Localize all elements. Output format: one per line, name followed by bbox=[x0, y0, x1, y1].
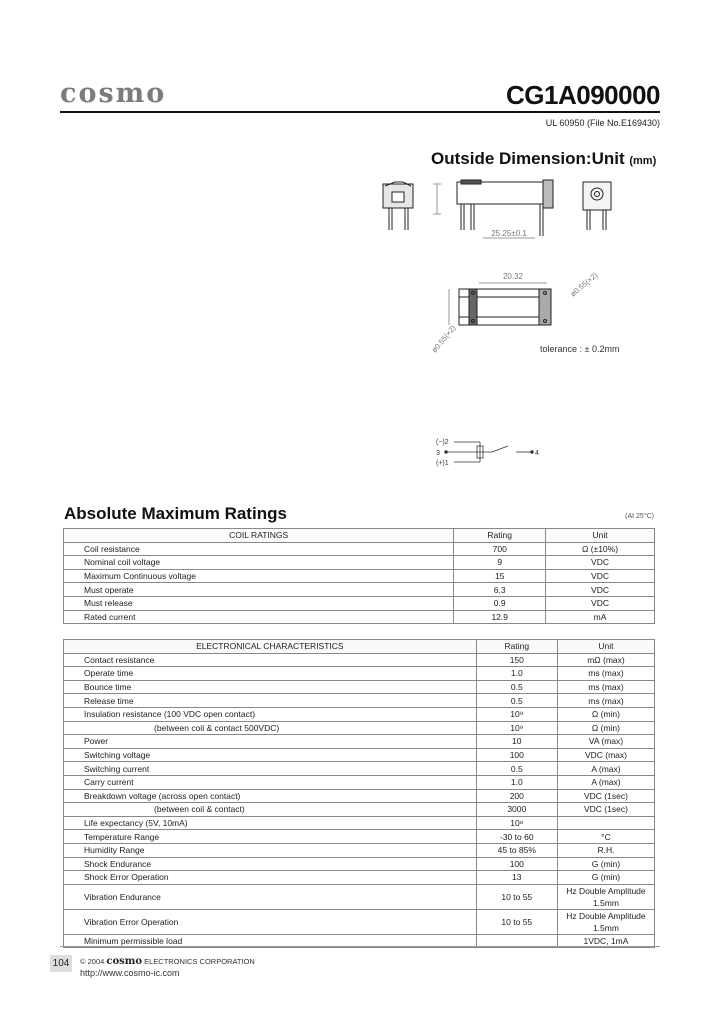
elec-row bbox=[64, 909, 655, 934]
coil-row bbox=[64, 556, 655, 570]
elec-rating: 3000 bbox=[476, 803, 557, 817]
relay-schematic bbox=[432, 434, 552, 468]
elec-unit: ms (max) bbox=[557, 694, 654, 708]
elec-rating: 10 bbox=[476, 735, 557, 749]
elec-parameter: (between coil & contact) bbox=[64, 803, 477, 817]
elec-parameter: Temperature Range bbox=[64, 830, 477, 844]
elec-parameter: Breakdown voltage (across open contact) bbox=[64, 789, 477, 803]
coil-ratings-table bbox=[63, 528, 655, 624]
coil-parameter: Must operate bbox=[64, 583, 454, 597]
elec-row bbox=[64, 857, 655, 871]
elec-rating: 45 to 85% bbox=[476, 843, 557, 857]
coil-table-header bbox=[64, 529, 655, 543]
elec-parameter: Operate time bbox=[64, 667, 477, 681]
pin4-label: 4 bbox=[535, 450, 539, 457]
coil-unit: VDC bbox=[546, 596, 655, 610]
end-view-left bbox=[383, 182, 413, 230]
relay-outline-drawing bbox=[375, 172, 665, 252]
elec-table-header bbox=[64, 640, 655, 654]
elec-rating: 1.0 bbox=[476, 775, 557, 789]
elec-row bbox=[64, 721, 655, 735]
elec-parameter: Vibration Error Operation bbox=[64, 909, 477, 934]
elec-parameter: Power bbox=[64, 735, 477, 749]
elec-rating: -30 to 60 bbox=[476, 830, 557, 844]
elec-row bbox=[64, 680, 655, 694]
elec-unit: ms (max) bbox=[557, 680, 654, 694]
elec-rating: 0.5 bbox=[476, 680, 557, 694]
elec-parameter: Shock Endurance bbox=[64, 857, 477, 871]
brand-logo: cosmo bbox=[60, 78, 167, 109]
elec-rating: 1.0 bbox=[476, 667, 557, 681]
elec-row bbox=[64, 707, 655, 721]
elec-parameter: Minimum permissible load bbox=[64, 934, 477, 948]
elec-unit: Hz Double Amplitude 1.5mm bbox=[557, 884, 654, 909]
elec-rating: 10⁹ bbox=[476, 707, 557, 721]
elec-rating: 0.5 bbox=[476, 694, 557, 708]
coil-unit: mA bbox=[546, 610, 655, 624]
elec-row bbox=[64, 748, 655, 762]
elec-unit: VDC (1sec) bbox=[557, 789, 654, 803]
pin-diameter-right: ø0.55(×2) bbox=[568, 270, 600, 299]
elec-unit: A (max) bbox=[557, 775, 654, 789]
elec-unit: 1VDC, 1mA bbox=[557, 934, 654, 948]
coil-unit: VDC bbox=[546, 556, 655, 570]
coil-parameter: Must release bbox=[64, 596, 454, 610]
elec-row bbox=[64, 816, 655, 830]
footer-copyright bbox=[80, 956, 255, 967]
page-number: 104 bbox=[50, 955, 72, 972]
ratings-temperature-note: (At 25°C) bbox=[625, 513, 654, 520]
elec-header-unit: Unit bbox=[557, 640, 654, 654]
elec-row bbox=[64, 843, 655, 857]
electrical-characteristics-table bbox=[63, 639, 655, 948]
elec-row bbox=[64, 694, 655, 708]
coil-row bbox=[64, 596, 655, 610]
coil-parameter: Coil resistance bbox=[64, 542, 454, 556]
coil-header-rating: Rating bbox=[454, 529, 546, 543]
elec-rating: 10 to 55 bbox=[476, 909, 557, 934]
coil-parameter: Nominal coil voltage bbox=[64, 556, 454, 570]
elec-rating: 10 to 55 bbox=[476, 884, 557, 909]
coil-unit: VDC bbox=[546, 569, 655, 583]
copyright-year: © 2004 bbox=[80, 957, 105, 966]
elec-row bbox=[64, 667, 655, 681]
elec-parameter: Release time bbox=[64, 694, 477, 708]
end-view-right bbox=[583, 182, 611, 230]
footer-url[interactable]: http://www.cosmo-ic.com bbox=[80, 968, 180, 978]
length-dimension-label: 25.25±0.1 bbox=[491, 229, 527, 238]
pin1-label: (+)1 bbox=[436, 460, 449, 467]
header-divider bbox=[60, 111, 660, 113]
coil-rating: 700 bbox=[454, 542, 546, 556]
coil-header-unit: Unit bbox=[546, 529, 655, 543]
elec-row bbox=[64, 803, 655, 817]
elec-unit: VDC (max) bbox=[557, 748, 654, 762]
elec-row bbox=[64, 735, 655, 749]
pin3-label: 3 bbox=[436, 450, 440, 457]
elec-unit: VA (max) bbox=[557, 735, 654, 749]
coil-rating: 9 bbox=[454, 556, 546, 570]
pin2-label: (−)2 bbox=[436, 439, 449, 446]
elec-unit: Ω (min) bbox=[557, 707, 654, 721]
coil-parameter: Maximum Continuous voltage bbox=[64, 569, 454, 583]
elec-parameter: Switching voltage bbox=[64, 748, 477, 762]
pin-diameter-left: ø0.55(×2) bbox=[429, 323, 458, 355]
elec-header-rating: Rating bbox=[476, 640, 557, 654]
outside-dimension-title bbox=[431, 149, 656, 169]
elec-row bbox=[64, 830, 655, 844]
footer-company: ELECTRONICS CORPORATION bbox=[144, 957, 255, 966]
elec-unit: G (min) bbox=[557, 871, 654, 885]
coil-parameter: Rated current bbox=[64, 610, 454, 624]
outside-dimension-unit: (mm) bbox=[629, 155, 657, 167]
elec-rating: 10⁹ bbox=[476, 721, 557, 735]
footer-brand: cosmo bbox=[106, 956, 143, 967]
elec-row bbox=[64, 789, 655, 803]
elec-unit: ms (max) bbox=[557, 667, 654, 681]
coil-unit: Ω (±10%) bbox=[546, 542, 655, 556]
elec-rating: 10⁸ bbox=[476, 816, 557, 830]
elec-rating: 0.5 bbox=[476, 762, 557, 776]
elec-parameter: Switching current bbox=[64, 762, 477, 776]
top-length-label: 20.32 bbox=[502, 272, 524, 281]
elec-parameter: Vibration Endurance bbox=[64, 884, 477, 909]
coil-rating: 12.9 bbox=[454, 610, 546, 624]
coil-row bbox=[64, 610, 655, 624]
elec-unit: G (min) bbox=[557, 857, 654, 871]
elec-unit bbox=[557, 816, 654, 830]
coil-rating: 6.3 bbox=[454, 583, 546, 597]
tolerance-note: tolerance : ± 0.2mm bbox=[540, 344, 620, 354]
elec-rating: 150 bbox=[476, 653, 557, 667]
elec-rating: 13 bbox=[476, 871, 557, 885]
coil-rating: 0.9 bbox=[454, 596, 546, 610]
certification-text: UL 60950 (File No.E169430) bbox=[545, 118, 660, 128]
elec-unit: Hz Double Amplitude 1.5mm bbox=[557, 909, 654, 934]
relay-top-view-drawing bbox=[415, 265, 630, 355]
coil-row bbox=[64, 583, 655, 597]
elec-parameter: Humidity Range bbox=[64, 843, 477, 857]
elec-parameter: Bounce time bbox=[64, 680, 477, 694]
elec-row bbox=[64, 762, 655, 776]
elec-parameter: Carry current bbox=[64, 775, 477, 789]
coil-header-name: COIL RATINGS bbox=[64, 529, 454, 543]
coil-row bbox=[64, 542, 655, 556]
elec-rating: 100 bbox=[476, 748, 557, 762]
elec-parameter: (between coil & contact 500VDC) bbox=[64, 721, 477, 735]
elec-row bbox=[64, 653, 655, 667]
elec-row bbox=[64, 775, 655, 789]
elec-parameter: Contact resistance bbox=[64, 653, 477, 667]
coil-row bbox=[64, 569, 655, 583]
coil-unit: VDC bbox=[546, 583, 655, 597]
elec-row bbox=[64, 884, 655, 909]
elec-unit: °C bbox=[557, 830, 654, 844]
elec-parameter: Shock Error Operation bbox=[64, 871, 477, 885]
outside-dimension-title-text: Outside Dimension:Unit bbox=[431, 149, 625, 168]
elec-unit: R.H. bbox=[557, 843, 654, 857]
coil-rating: 15 bbox=[454, 569, 546, 583]
elec-parameter: Insulation resistance (100 VDC open contact) bbox=[64, 707, 477, 721]
footer-divider bbox=[60, 946, 660, 947]
model-number: CG1A090000 bbox=[506, 80, 660, 110]
ratings-title: Absolute Maximum Ratings bbox=[64, 504, 287, 523]
elec-unit: VDC (1sec) bbox=[557, 803, 654, 817]
elec-unit: A (max) bbox=[557, 762, 654, 776]
elec-row bbox=[64, 871, 655, 885]
elec-parameter: Life expectancy (5V, 10mA) bbox=[64, 816, 477, 830]
elec-unit: Ω (min) bbox=[557, 721, 654, 735]
elec-rating: 100 bbox=[476, 857, 557, 871]
elec-rating: 200 bbox=[476, 789, 557, 803]
elec-header-name: ELECTRONICAL CHARACTERISTICS bbox=[64, 640, 477, 654]
elec-unit: mΩ (max) bbox=[557, 653, 654, 667]
